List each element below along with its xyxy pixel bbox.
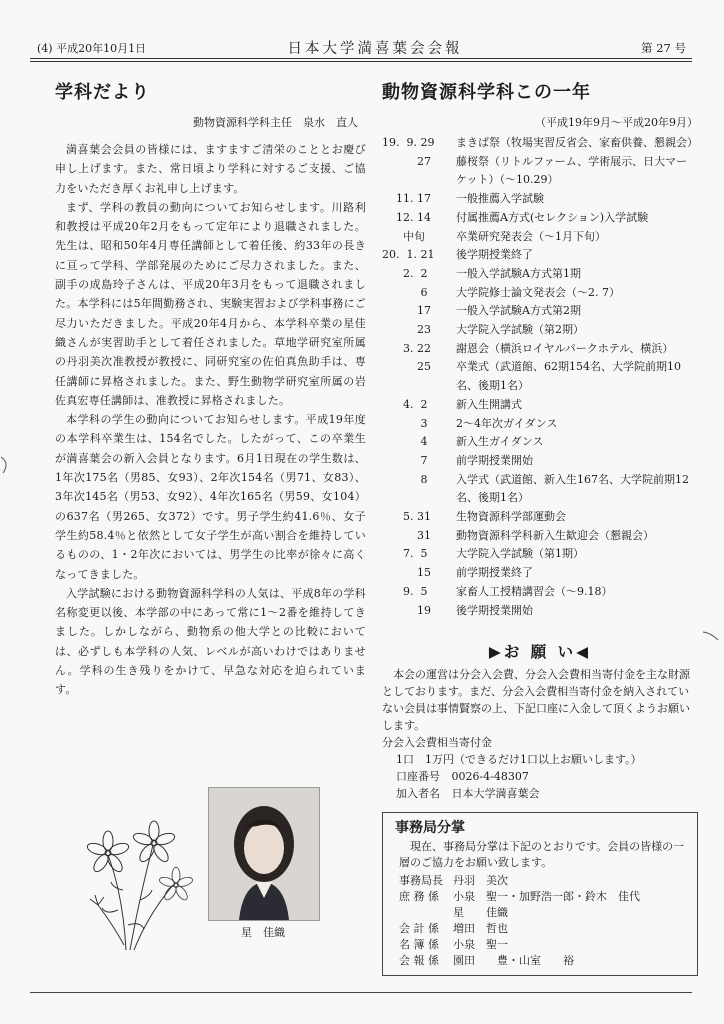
event-date: 6 xyxy=(382,285,428,299)
staff-list xyxy=(395,873,689,969)
timeline-event xyxy=(382,209,698,228)
staff-role xyxy=(399,905,453,921)
event-text: 大学院入学試験（第1期） xyxy=(456,547,584,561)
event-text: 前学期授業終了 xyxy=(456,566,533,580)
event-text: 家畜人工授精講習会（～9.18） xyxy=(456,584,613,598)
donation-info xyxy=(382,734,698,802)
event-date: 11. 17 xyxy=(382,192,431,206)
holder-label: 加入者名 xyxy=(396,787,440,801)
event-date: 8 xyxy=(382,472,428,486)
dept-news-paragraph: 満喜葉会会員の皆様には、ますますご清栄のこととお慶び申し上げます。また、常日頃より学科に対するご支援、ご協力をいただき厚くお礼申し上げます。 xyxy=(55,143,366,195)
holder-name: 日本大学満喜葉会 xyxy=(451,787,540,801)
event-date: 23 xyxy=(382,323,431,337)
event-text: 大学院修士論文発表会（～2. 7） xyxy=(456,285,620,299)
staff-role: 名 簿 係 xyxy=(399,938,439,952)
dept-news-paragraph: まず、学科の教員の動向についてお知らせします。川路利和教授は平成20年2月をもって定年により退職されました。先生は、昭和50年4月専任講師として着任後、約33年の長きに亘って学科、学部発展のためにご尽力されました。また、副手の成島玲子さんは、平成20年3月をもって退職されました。本学科には5年間勤務され、実験実習および学科事務にご尽力いただきました。平成20年4月から、本学科卒業の星佳織さんが実習助手として着任されました。草地学研究室所属の丹羽美次准教授が教授に、同研究室の佐伯真魚助手は、専任講師に昇格されました。また、野生動物学研究室所属の岩佐真宏専任講師は、准教授に昇格されました。 xyxy=(55,200,366,407)
account-label: 口座番号 xyxy=(396,770,440,784)
staff-role: 庶 務 係 xyxy=(399,890,439,904)
request-text: 本会の運営は分会入会費、分会入会費相当寄付金を主な財源としております。まだ、分会入会費相当寄付金を納入されていない会員は事情賢察の上、下記口座に入金して頂くようお願いします。 xyxy=(382,668,690,733)
event-text: 後学期授業開始 xyxy=(456,603,533,617)
dept-news-column xyxy=(55,78,366,700)
issue-date: (4) 平成20年10月1日 xyxy=(37,42,147,55)
timeline-event xyxy=(382,190,698,209)
staff-role: 会 計 係 xyxy=(399,922,439,936)
staff-names: 小泉 聖一・加野浩一郎・鈴木 佳代 xyxy=(453,890,640,904)
timeline-event xyxy=(382,302,698,321)
scan-edge-mark xyxy=(0,455,14,475)
photo-caption: 星 佳織 xyxy=(241,926,285,939)
header-rule-bottom xyxy=(30,61,692,62)
event-text: 後学期授業終了 xyxy=(456,248,533,262)
timeline-event xyxy=(382,153,698,190)
timeline-event xyxy=(382,415,698,434)
office-intro: 現在、事務局分掌は下記のとおりです。会員の皆様の一層のご協力をお願い致します。 xyxy=(399,840,685,870)
event-date: 15 xyxy=(382,566,431,580)
event-text: 藤桜祭（リトルファーム、学術展示、日大マーケット）（～10.29） xyxy=(456,154,688,187)
timeline-event xyxy=(382,321,698,340)
event-date: 3 xyxy=(382,416,428,430)
event-text: 一般入学試験A方式第1期 xyxy=(456,266,581,280)
staff-row xyxy=(399,889,689,905)
event-text: 入学式（武道館、新入生167名、大学院前期12名、後期1名） xyxy=(456,472,689,505)
event-date: 12. 14 xyxy=(382,210,431,224)
timeline-event xyxy=(382,545,698,564)
scan-edge-mark xyxy=(702,630,720,642)
staff-role: 事務局長 xyxy=(399,874,443,888)
event-text: 生物資源科学部運動会 xyxy=(456,510,566,524)
timeline-event xyxy=(382,358,698,395)
staff-row xyxy=(399,905,689,921)
event-text: 前学期授業開始 xyxy=(456,453,533,467)
staff-names: 小泉 聖一 xyxy=(453,938,508,952)
staff-row xyxy=(399,873,689,889)
event-date: 4. 2 xyxy=(382,397,428,411)
event-date: 25 xyxy=(382,360,431,374)
staff-names: 増田 哲也 xyxy=(453,922,508,936)
timeline-event xyxy=(382,602,698,621)
event-date: 7 xyxy=(382,453,428,467)
donation-label: 分会入会費相当寄付金 xyxy=(382,736,492,750)
event-date: 20. 1. 21 xyxy=(382,248,435,262)
event-date: 2. 2 xyxy=(382,266,428,280)
timeline-event xyxy=(382,284,698,303)
timeline-event xyxy=(382,340,698,359)
event-date: 19 xyxy=(382,603,431,617)
cosmos-flower-illustration xyxy=(78,815,198,955)
timeline-event xyxy=(382,564,698,583)
donation-amount: 1口 1万円（できるだけ1口以上お願いします。） xyxy=(396,753,642,767)
event-text: 一般入学試験A方式第2期 xyxy=(456,304,581,318)
event-text: 新入生ガイダンス xyxy=(456,435,544,449)
event-text: 新入生開講式 xyxy=(456,397,522,411)
event-date: 27 xyxy=(382,154,431,168)
staff-names: 星 佳織 xyxy=(453,906,508,920)
timeline-event xyxy=(382,228,698,247)
newsletter-title: 日本大学満喜葉会会報 xyxy=(287,41,463,57)
event-text: 2～4年次ガイダンス xyxy=(456,416,558,430)
timeline-event xyxy=(382,396,698,415)
event-date: 5. 31 xyxy=(382,510,431,524)
event-text: 謝恩会（横浜ロイヤルパークホテル、横浜） xyxy=(456,341,674,355)
event-date: 9. 5 xyxy=(382,584,428,598)
account-holder-row xyxy=(382,785,698,802)
event-date: 7. 5 xyxy=(382,547,428,561)
footer-rule xyxy=(30,992,692,993)
office-box xyxy=(382,812,698,976)
staff-names: 園田 豊・山室 裕 xyxy=(453,954,574,968)
office-title: 事務局分掌 xyxy=(395,820,465,837)
event-text: 大学院入学試験（第2期） xyxy=(456,323,584,337)
account-number-row xyxy=(382,768,698,785)
dept-news-title: 学科だより xyxy=(55,82,150,103)
timeline-event xyxy=(382,246,698,265)
event-date: 19. 9. 29 xyxy=(382,136,435,149)
staff-photo xyxy=(208,787,320,921)
request-title: ▶お 願 い◀ xyxy=(488,643,592,662)
year-review-title: 動物資源科学科この一年 xyxy=(382,82,591,103)
timeline-event xyxy=(382,452,698,471)
dept-news-paragraph: 入学試験における動物資源科学科の人気は、平成8年の学科名称変更以後、本学部の中にあって常に1～2番を維持してきました。しかしながら、動物系の他大学との比較においては、必ずしも本学科の人気、レベルが高いわけではありません。学科の生き残りをかけて、早急な対応を迫られています。 xyxy=(55,586,366,697)
staff-row xyxy=(399,953,689,969)
staff-names: 丹羽 美次 xyxy=(453,874,508,888)
staff-row xyxy=(399,937,689,953)
event-text: 動物資源科学科新入生歓迎会（懇親会） xyxy=(456,528,654,542)
event-date: 31 xyxy=(382,528,431,542)
timeline-event xyxy=(382,527,698,546)
dept-news-paragraph: 本学科の学生の動向についてお知らせします。平成19年度の本学科卒業生は、154名でした。したがって、この卒業生が満喜葉会の新入会員となります。6月1日現在の学生数は、1年次175名（男85、女93）、2年次154名（男71、女83）、3年次145名（男53、女92）、4年次165名（男59、女104）の637名（男265、女372）です。男子学生約41.6％、女子学生約58.4％と依然として女子学生が高い割合を維持しているものの、1・2年次においては、男学生の比率が徐々に高くなってきました。 xyxy=(55,413,366,581)
timeline-event xyxy=(382,471,698,508)
account-number: 0026-4-48307 xyxy=(451,770,529,784)
issue-number: 第 27 号 xyxy=(641,41,686,55)
event-timeline xyxy=(382,134,698,620)
year-review-period: （平成19年9月～平成20年9月） xyxy=(535,116,698,129)
event-date: 中旬 xyxy=(382,229,425,243)
year-review-column xyxy=(382,78,698,976)
event-date: 3. 22 xyxy=(382,341,431,355)
event-date: 17 xyxy=(382,304,431,318)
event-text: 卒業研究発表会（～1月下旬） xyxy=(456,229,606,243)
timeline-event xyxy=(382,508,698,527)
event-text: 付属推薦A方式(セレクション)入学試験 xyxy=(456,210,649,224)
timeline-event xyxy=(382,265,698,284)
event-date: 4 xyxy=(382,435,428,449)
header-rule-top xyxy=(30,58,692,59)
timeline-event xyxy=(382,583,698,602)
dept-news-author: 動物資源科学科主任 泉水 直人 xyxy=(193,116,358,129)
staff-role: 会 報 係 xyxy=(399,954,439,968)
event-text: 卒業式（武道館、62期154名、大学院前期10名、後期1名） xyxy=(456,360,681,393)
event-text: まきば祭（牧場実習反省会、家畜供養、懇親会） xyxy=(456,136,698,149)
timeline-event xyxy=(382,433,698,452)
staff-row xyxy=(399,921,689,937)
event-text: 一般推薦入学試験 xyxy=(456,192,544,206)
timeline-event xyxy=(382,134,698,153)
